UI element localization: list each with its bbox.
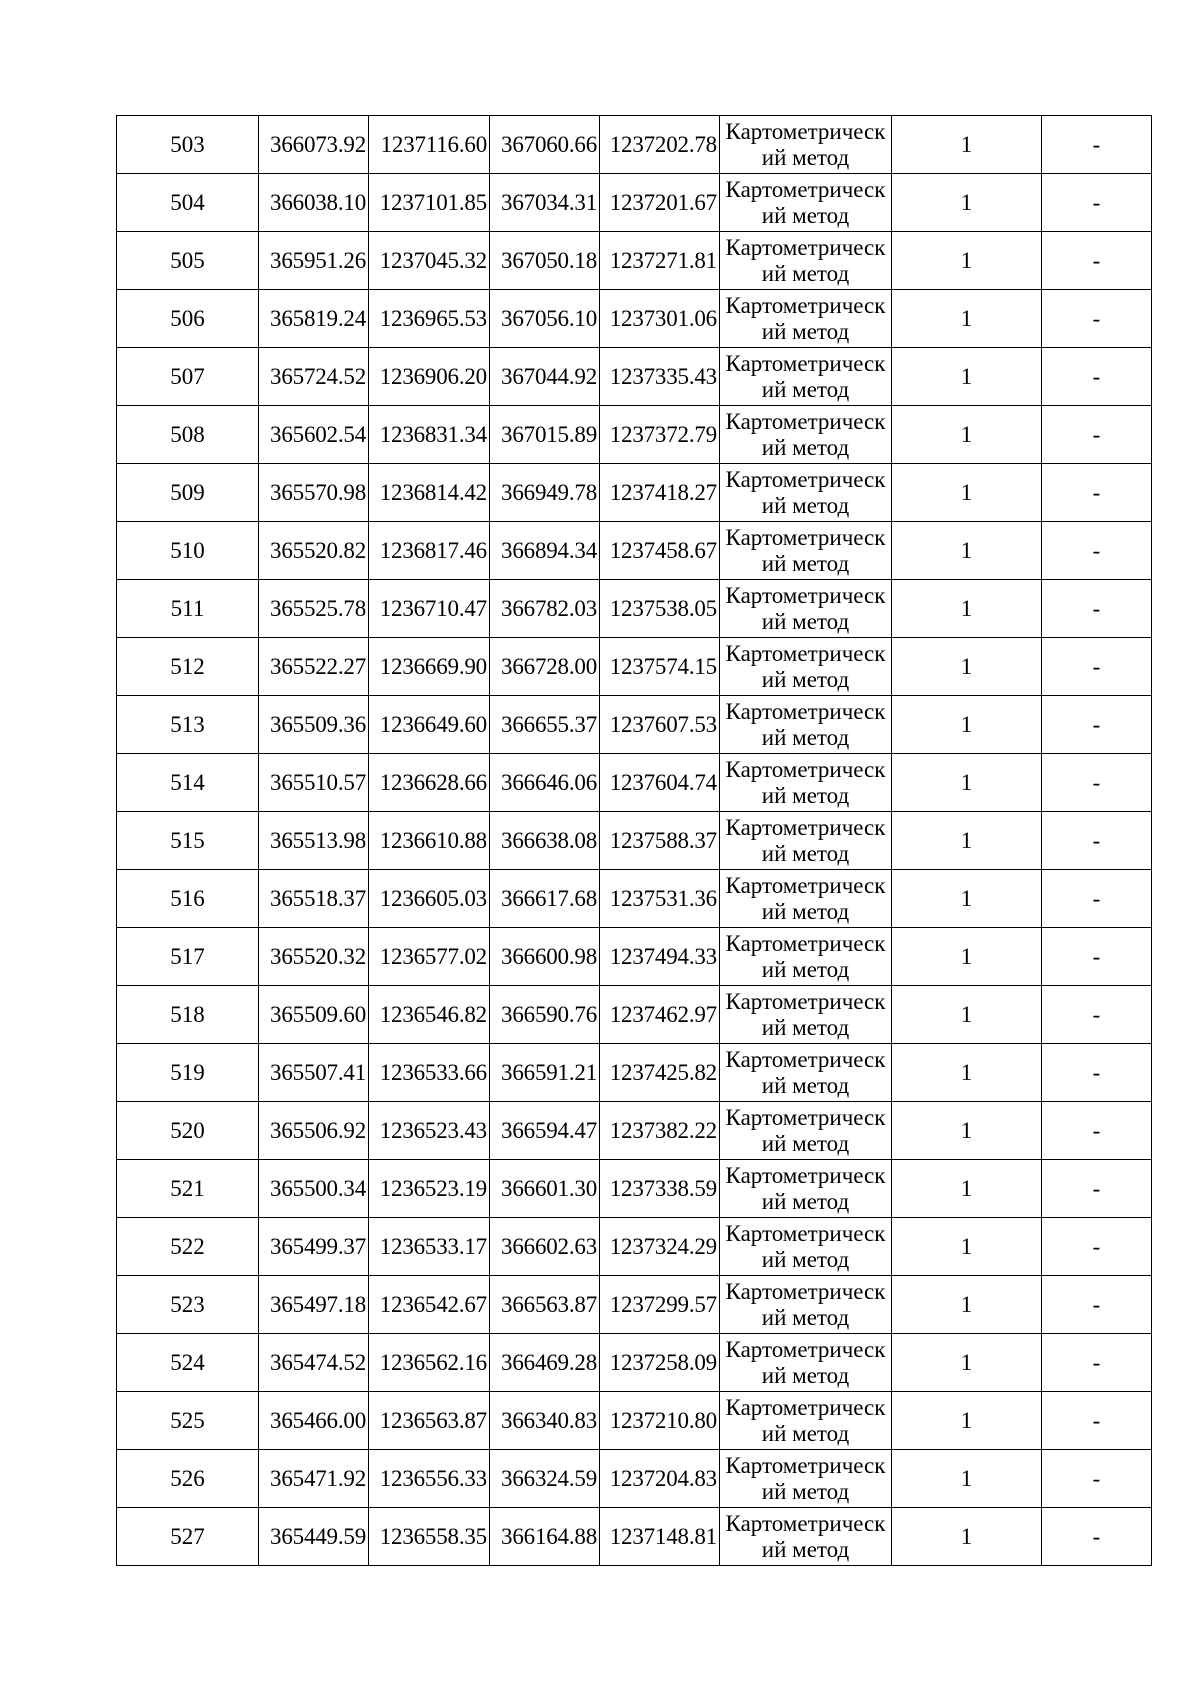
method-line-2: ий метод — [761, 260, 850, 286]
y-existing-cell: 1236906.20 — [369, 348, 490, 406]
x-new-cell: 366563.87 — [490, 1276, 600, 1334]
table-row — [117, 464, 1152, 522]
method-line-2: ий метод — [761, 1478, 850, 1504]
note-cell: - — [1042, 1160, 1152, 1218]
x-new-cell: 366324.59 — [490, 1450, 600, 1508]
note-cell: - — [1042, 986, 1152, 1044]
y-new-cell: 1237418.27 — [600, 464, 720, 522]
method-line-1: Картометрическ — [725, 814, 886, 840]
method-line-2: ий метод — [761, 1246, 850, 1272]
accuracy-cell: 1 — [892, 464, 1042, 522]
x-new-cell: 366638.08 — [490, 812, 600, 870]
accuracy-cell: 1 — [892, 1102, 1042, 1160]
note-cell: - — [1042, 754, 1152, 812]
y-existing-cell: 1236817.46 — [369, 522, 490, 580]
y-new-cell: 1237301.06 — [600, 290, 720, 348]
y-new-cell: 1237458.67 — [600, 522, 720, 580]
method-cell — [720, 290, 892, 348]
accuracy-cell: 1 — [892, 870, 1042, 928]
y-existing-cell: 1236628.66 — [369, 754, 490, 812]
method-line-1: Картометрическ — [725, 292, 886, 318]
y-existing-cell: 1236605.03 — [369, 870, 490, 928]
method-cell — [720, 348, 892, 406]
point-number-cell: 506 — [117, 290, 259, 348]
accuracy-cell: 1 — [892, 1392, 1042, 1450]
accuracy-cell: 1 — [892, 638, 1042, 696]
note-cell: - — [1042, 1508, 1152, 1566]
method-line-2: ий метод — [761, 724, 850, 750]
method-line-1: Картометрическ — [725, 988, 886, 1014]
point-number-cell: 510 — [117, 522, 259, 580]
x-existing-cell: 365510.57 — [259, 754, 369, 812]
method-cell — [720, 696, 892, 754]
y-new-cell: 1237335.43 — [600, 348, 720, 406]
note-cell: - — [1042, 812, 1152, 870]
method-line-1: Картометрическ — [725, 1336, 886, 1362]
accuracy-cell: 1 — [892, 754, 1042, 812]
table-row — [117, 174, 1152, 232]
point-number-cell: 509 — [117, 464, 259, 522]
method-line-1: Картометрическ — [725, 1104, 886, 1130]
note-cell: - — [1042, 348, 1152, 406]
x-existing-cell: 365525.78 — [259, 580, 369, 638]
note-cell: - — [1042, 464, 1152, 522]
method-line-1: Картометрическ — [725, 1220, 886, 1246]
x-existing-cell: 365520.82 — [259, 522, 369, 580]
x-existing-cell: 365474.52 — [259, 1334, 369, 1392]
accuracy-cell: 1 — [892, 1334, 1042, 1392]
method-cell — [720, 928, 892, 986]
note-cell: - — [1042, 116, 1152, 174]
method-cell — [720, 638, 892, 696]
y-new-cell: 1237607.53 — [600, 696, 720, 754]
x-existing-cell: 365819.24 — [259, 290, 369, 348]
method-cell — [720, 1218, 892, 1276]
x-new-cell: 367044.92 — [490, 348, 600, 406]
method-line-1: Картометрическ — [725, 408, 886, 434]
table-row — [117, 1508, 1152, 1566]
point-number-cell: 522 — [117, 1218, 259, 1276]
method-cell — [720, 1508, 892, 1566]
table-row — [117, 1450, 1152, 1508]
method-line-2: ий метод — [761, 1188, 850, 1214]
method-cell — [720, 1160, 892, 1218]
accuracy-cell: 1 — [892, 696, 1042, 754]
x-new-cell: 366469.28 — [490, 1334, 600, 1392]
x-existing-cell: 365520.32 — [259, 928, 369, 986]
x-new-cell: 366655.37 — [490, 696, 600, 754]
y-new-cell: 1237299.57 — [600, 1276, 720, 1334]
accuracy-cell: 1 — [892, 986, 1042, 1044]
method-line-2: ий метод — [761, 666, 850, 692]
coordinates-table — [116, 115, 1152, 1566]
method-line-1: Картометрическ — [725, 350, 886, 376]
accuracy-cell: 1 — [892, 174, 1042, 232]
y-new-cell: 1237324.29 — [600, 1218, 720, 1276]
y-new-cell: 1237494.33 — [600, 928, 720, 986]
method-cell — [720, 522, 892, 580]
y-existing-cell: 1236546.82 — [369, 986, 490, 1044]
method-cell — [720, 464, 892, 522]
y-new-cell: 1237338.59 — [600, 1160, 720, 1218]
y-existing-cell: 1236556.33 — [369, 1450, 490, 1508]
point-number-cell: 516 — [117, 870, 259, 928]
method-line-1: Картометрическ — [725, 118, 886, 144]
method-cell — [720, 986, 892, 1044]
x-new-cell: 367015.89 — [490, 406, 600, 464]
x-new-cell: 366728.00 — [490, 638, 600, 696]
method-line-1: Картометрическ — [725, 756, 886, 782]
y-existing-cell: 1237101.85 — [369, 174, 490, 232]
note-cell: - — [1042, 928, 1152, 986]
method-cell — [720, 406, 892, 464]
method-line-1: Картометрическ — [725, 1162, 886, 1188]
x-existing-cell: 365602.54 — [259, 406, 369, 464]
method-line-1: Картометрическ — [725, 1046, 886, 1072]
method-line-1: Картометрическ — [725, 1510, 886, 1536]
y-new-cell: 1237202.78 — [600, 116, 720, 174]
point-number-cell: 513 — [117, 696, 259, 754]
y-existing-cell: 1236831.34 — [369, 406, 490, 464]
y-new-cell: 1237258.09 — [600, 1334, 720, 1392]
point-number-cell: 519 — [117, 1044, 259, 1102]
note-cell: - — [1042, 290, 1152, 348]
note-cell: - — [1042, 232, 1152, 290]
method-line-1: Картометрическ — [725, 1278, 886, 1304]
y-existing-cell: 1236523.19 — [369, 1160, 490, 1218]
point-number-cell: 511 — [117, 580, 259, 638]
method-line-2: ий метод — [761, 202, 850, 228]
y-existing-cell: 1236563.87 — [369, 1392, 490, 1450]
accuracy-cell: 1 — [892, 1276, 1042, 1334]
note-cell: - — [1042, 870, 1152, 928]
method-line-2: ий метод — [761, 434, 850, 460]
y-new-cell: 1237148.81 — [600, 1508, 720, 1566]
method-line-2: ий метод — [761, 144, 850, 170]
method-line-2: ий метод — [761, 782, 850, 808]
note-cell: - — [1042, 1334, 1152, 1392]
y-existing-cell: 1236542.67 — [369, 1276, 490, 1334]
accuracy-cell: 1 — [892, 1508, 1042, 1566]
y-existing-cell: 1236710.47 — [369, 580, 490, 638]
point-number-cell: 518 — [117, 986, 259, 1044]
x-existing-cell: 365499.37 — [259, 1218, 369, 1276]
method-line-1: Картометрическ — [725, 176, 886, 202]
y-existing-cell: 1236558.35 — [369, 1508, 490, 1566]
note-cell: - — [1042, 696, 1152, 754]
x-new-cell: 366602.63 — [490, 1218, 600, 1276]
y-new-cell: 1237531.36 — [600, 870, 720, 928]
x-existing-cell: 365471.92 — [259, 1450, 369, 1508]
method-cell — [720, 1102, 892, 1160]
method-line-1: Картометрическ — [725, 930, 886, 956]
point-number-cell: 523 — [117, 1276, 259, 1334]
method-line-1: Картометрическ — [725, 872, 886, 898]
accuracy-cell: 1 — [892, 348, 1042, 406]
table-row — [117, 232, 1152, 290]
accuracy-cell: 1 — [892, 812, 1042, 870]
table-row — [117, 696, 1152, 754]
method-line-2: ий метод — [761, 550, 850, 576]
note-cell: - — [1042, 406, 1152, 464]
x-existing-cell: 365509.60 — [259, 986, 369, 1044]
note-cell: - — [1042, 1276, 1152, 1334]
y-new-cell: 1237425.82 — [600, 1044, 720, 1102]
method-line-1: Картометрическ — [725, 582, 886, 608]
table-row — [117, 348, 1152, 406]
table-row — [117, 1334, 1152, 1392]
accuracy-cell: 1 — [892, 1218, 1042, 1276]
x-existing-cell: 365507.41 — [259, 1044, 369, 1102]
method-line-1: Картометрическ — [725, 466, 886, 492]
y-existing-cell: 1236965.53 — [369, 290, 490, 348]
x-existing-cell: 365570.98 — [259, 464, 369, 522]
method-cell — [720, 580, 892, 638]
point-number-cell: 524 — [117, 1334, 259, 1392]
y-existing-cell: 1236533.66 — [369, 1044, 490, 1102]
accuracy-cell: 1 — [892, 1450, 1042, 1508]
method-cell — [720, 1392, 892, 1450]
accuracy-cell: 1 — [892, 928, 1042, 986]
method-cell — [720, 174, 892, 232]
table-row — [117, 290, 1152, 348]
y-existing-cell: 1236523.43 — [369, 1102, 490, 1160]
point-number-cell: 505 — [117, 232, 259, 290]
y-new-cell: 1237382.22 — [600, 1102, 720, 1160]
x-existing-cell: 366038.10 — [259, 174, 369, 232]
x-new-cell: 367050.18 — [490, 232, 600, 290]
x-new-cell: 366646.06 — [490, 754, 600, 812]
x-new-cell: 366600.98 — [490, 928, 600, 986]
y-new-cell: 1237604.74 — [600, 754, 720, 812]
accuracy-cell: 1 — [892, 406, 1042, 464]
x-new-cell: 367056.10 — [490, 290, 600, 348]
table-row — [117, 1160, 1152, 1218]
table-row — [117, 1392, 1152, 1450]
y-existing-cell: 1237045.32 — [369, 232, 490, 290]
accuracy-cell: 1 — [892, 116, 1042, 174]
x-new-cell: 366591.21 — [490, 1044, 600, 1102]
note-cell: - — [1042, 1450, 1152, 1508]
note-cell: - — [1042, 580, 1152, 638]
x-new-cell: 366590.76 — [490, 986, 600, 1044]
method-cell — [720, 1276, 892, 1334]
point-number-cell: 527 — [117, 1508, 259, 1566]
table-row — [117, 638, 1152, 696]
method-line-2: ий метод — [761, 492, 850, 518]
method-line-2: ий метод — [761, 318, 850, 344]
table-row — [117, 116, 1152, 174]
method-line-2: ий метод — [761, 1304, 850, 1330]
x-existing-cell: 365449.59 — [259, 1508, 369, 1566]
note-cell: - — [1042, 522, 1152, 580]
y-new-cell: 1237588.37 — [600, 812, 720, 870]
method-cell — [720, 754, 892, 812]
note-cell: - — [1042, 1218, 1152, 1276]
point-number-cell: 508 — [117, 406, 259, 464]
method-line-1: Картометрическ — [725, 524, 886, 550]
table-row — [117, 1218, 1152, 1276]
method-line-1: Картометрическ — [725, 234, 886, 260]
x-new-cell: 366894.34 — [490, 522, 600, 580]
y-existing-cell: 1236610.88 — [369, 812, 490, 870]
method-line-2: ий метод — [761, 840, 850, 866]
note-cell: - — [1042, 638, 1152, 696]
method-line-2: ий метод — [761, 1362, 850, 1388]
point-number-cell: 526 — [117, 1450, 259, 1508]
x-existing-cell: 365500.34 — [259, 1160, 369, 1218]
method-cell — [720, 116, 892, 174]
y-new-cell: 1237210.80 — [600, 1392, 720, 1450]
note-cell: - — [1042, 1392, 1152, 1450]
table-row — [117, 580, 1152, 638]
x-existing-cell: 365522.27 — [259, 638, 369, 696]
table-row — [117, 1276, 1152, 1334]
x-existing-cell: 366073.92 — [259, 116, 369, 174]
point-number-cell: 521 — [117, 1160, 259, 1218]
accuracy-cell: 1 — [892, 580, 1042, 638]
y-new-cell: 1237271.81 — [600, 232, 720, 290]
x-new-cell: 366617.68 — [490, 870, 600, 928]
y-existing-cell: 1236649.60 — [369, 696, 490, 754]
y-existing-cell: 1236577.02 — [369, 928, 490, 986]
note-cell: - — [1042, 174, 1152, 232]
method-line-2: ий метод — [761, 1536, 850, 1562]
method-cell — [720, 1044, 892, 1102]
x-new-cell: 366340.83 — [490, 1392, 600, 1450]
x-existing-cell: 365724.52 — [259, 348, 369, 406]
x-existing-cell: 365509.36 — [259, 696, 369, 754]
point-number-cell: 525 — [117, 1392, 259, 1450]
point-number-cell: 504 — [117, 174, 259, 232]
x-existing-cell: 365518.37 — [259, 870, 369, 928]
table-row — [117, 986, 1152, 1044]
table-row — [117, 928, 1152, 986]
method-cell — [720, 1450, 892, 1508]
method-line-2: ий метод — [761, 608, 850, 634]
x-new-cell: 367060.66 — [490, 116, 600, 174]
accuracy-cell: 1 — [892, 1160, 1042, 1218]
method-line-1: Картометрическ — [725, 1394, 886, 1420]
point-number-cell: 512 — [117, 638, 259, 696]
y-existing-cell: 1237116.60 — [369, 116, 490, 174]
point-number-cell: 520 — [117, 1102, 259, 1160]
table-row — [117, 406, 1152, 464]
table-row — [117, 522, 1152, 580]
y-existing-cell: 1236669.90 — [369, 638, 490, 696]
method-line-1: Картометрическ — [725, 698, 886, 724]
x-new-cell: 366594.47 — [490, 1102, 600, 1160]
method-line-2: ий метод — [761, 898, 850, 924]
point-number-cell: 515 — [117, 812, 259, 870]
accuracy-cell: 1 — [892, 1044, 1042, 1102]
method-cell — [720, 870, 892, 928]
y-existing-cell: 1236562.16 — [369, 1334, 490, 1392]
x-existing-cell: 365466.00 — [259, 1392, 369, 1450]
method-line-2: ий метод — [761, 1420, 850, 1446]
point-number-cell: 517 — [117, 928, 259, 986]
y-existing-cell: 1236533.17 — [369, 1218, 490, 1276]
method-line-2: ий метод — [761, 1072, 850, 1098]
method-line-2: ий метод — [761, 376, 850, 402]
x-new-cell: 366164.88 — [490, 1508, 600, 1566]
method-line-2: ий метод — [761, 1130, 850, 1156]
method-cell — [720, 232, 892, 290]
y-new-cell: 1237538.05 — [600, 580, 720, 638]
method-cell — [720, 1334, 892, 1392]
x-existing-cell: 365506.92 — [259, 1102, 369, 1160]
y-new-cell: 1237372.79 — [600, 406, 720, 464]
method-line-1: Картометрическ — [725, 640, 886, 666]
x-existing-cell: 365951.26 — [259, 232, 369, 290]
x-new-cell: 367034.31 — [490, 174, 600, 232]
method-line-2: ий метод — [761, 956, 850, 982]
method-line-2: ий метод — [761, 1014, 850, 1040]
table-row — [117, 870, 1152, 928]
table-row — [117, 1102, 1152, 1160]
x-new-cell: 366601.30 — [490, 1160, 600, 1218]
x-new-cell: 366782.03 — [490, 580, 600, 638]
y-existing-cell: 1236814.42 — [369, 464, 490, 522]
coordinates-table-body — [117, 116, 1152, 1566]
y-new-cell: 1237204.83 — [600, 1450, 720, 1508]
point-number-cell: 507 — [117, 348, 259, 406]
note-cell: - — [1042, 1044, 1152, 1102]
y-new-cell: 1237462.97 — [600, 986, 720, 1044]
y-new-cell: 1237574.15 — [600, 638, 720, 696]
point-number-cell: 503 — [117, 116, 259, 174]
note-cell: - — [1042, 1102, 1152, 1160]
accuracy-cell: 1 — [892, 232, 1042, 290]
x-new-cell: 366949.78 — [490, 464, 600, 522]
method-cell — [720, 812, 892, 870]
point-number-cell: 514 — [117, 754, 259, 812]
accuracy-cell: 1 — [892, 522, 1042, 580]
method-line-1: Картометрическ — [725, 1452, 886, 1478]
x-existing-cell: 365513.98 — [259, 812, 369, 870]
y-new-cell: 1237201.67 — [600, 174, 720, 232]
x-existing-cell: 365497.18 — [259, 1276, 369, 1334]
table-row — [117, 754, 1152, 812]
table-row — [117, 812, 1152, 870]
table-row — [117, 1044, 1152, 1102]
accuracy-cell: 1 — [892, 290, 1042, 348]
